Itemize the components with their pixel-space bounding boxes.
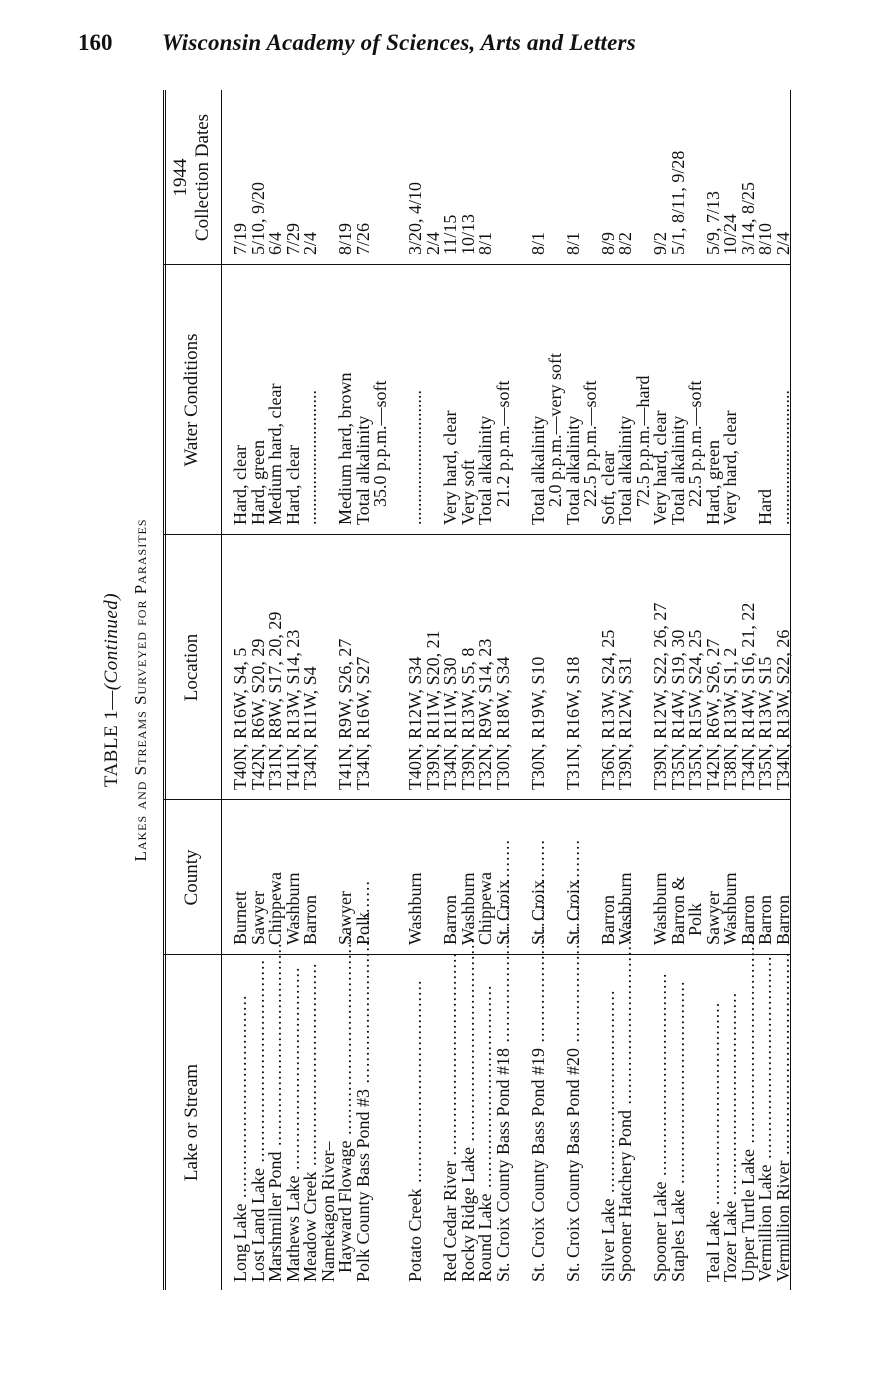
cell-location: T30N, R18W, S34 — [492, 656, 513, 790]
cell-location: T30N, R19W, S10 — [527, 656, 548, 790]
cell-water: 21.2 p.p.m.—soft — [492, 380, 513, 525]
cell-county: Sawyer — [702, 891, 723, 945]
table-caption: TABLE 1—(Continued) — [101, 592, 122, 788]
cell-water: Medium hard, brown — [335, 372, 355, 525]
cell-county: Washburn — [457, 872, 478, 945]
cell-location: T40N, R12W, S34 — [405, 656, 425, 790]
cell-lake: Marshmiller Pond ..... — [268, 962, 283, 1282]
cell-lake: Potato Creek ..... — [408, 962, 423, 1282]
cell-county: Barron — [772, 895, 793, 945]
cell-dates: 11/15 — [440, 214, 460, 255]
cell-water: Very hard, clear — [720, 410, 740, 525]
cell-county: Burnett — [230, 891, 250, 945]
col-divider-3 — [163, 534, 790, 535]
cell-location: T42N, R6W, S26, 27 — [702, 638, 723, 790]
cell-lake: Upper Turtle Lake ..... — [741, 962, 756, 1282]
cell-location: T40N, R16W, S4, 5 — [230, 647, 250, 790]
cell-location: T39N, R12W, S31 — [615, 656, 635, 790]
col-header-year: 1944 — [170, 158, 191, 197]
cell-dates: 7/19 — [230, 222, 250, 255]
col-header-water: Water Conditions — [181, 333, 202, 467]
cell-county: Washburn — [282, 872, 303, 945]
cell-water: Hard, green — [247, 440, 268, 525]
cell-dates: 8/1 — [562, 231, 583, 255]
cell-location: T36N, R13W, S24, 25 — [597, 629, 618, 790]
cell-location: T41N, R9W, S26, 27 — [335, 638, 355, 790]
cell-water: Medium hard, clear — [265, 383, 285, 525]
cell-location: T31N, R8W, S17, 20, 29 — [265, 611, 285, 790]
journal-title: Wisconsin Academy of Sciences, Arts and Letters — [162, 30, 636, 55]
cell-lake: Mathews Lake ..... — [286, 962, 301, 1282]
header-rule — [221, 90, 222, 1290]
cell-county: Sawyer — [247, 891, 268, 945]
cell-water: .............................. — [405, 390, 425, 525]
rotated-table — [93, 90, 793, 1290]
cell-dates: 2/4 — [300, 231, 320, 255]
table-subtitle: Lakes and Streams Surveyed for Parasites — [131, 518, 150, 862]
cell-dates: 8/9 — [597, 231, 618, 255]
cell-location: T35N, R13W, S15 — [755, 656, 775, 790]
col-header-dates: Collection Dates — [192, 113, 213, 242]
cell-county: Barron — [300, 895, 320, 945]
cell-county: Barron & — [667, 876, 688, 945]
cell-dates: 3/20, 4/10 — [405, 181, 425, 255]
cell-water: Total alkalinity — [475, 415, 495, 525]
cell-dates: 8/1 — [475, 231, 495, 255]
top-rule — [163, 90, 166, 1290]
cell-location: T35N, R14W, S19, 30 — [667, 629, 688, 790]
cell-location: T34N, R16W, S27 — [352, 656, 373, 790]
cell-county: Washburn — [650, 872, 670, 945]
cell-location: T42N, R6W, S20, 29 — [247, 638, 268, 790]
cell-county: Polk — [685, 902, 705, 945]
cell-dates: 2/4 — [422, 231, 443, 255]
cell-water: Very hard, clear — [650, 410, 670, 525]
cell-dates: 7/29 — [282, 222, 303, 255]
cell-location: T34N, R11W, S4 — [300, 666, 320, 790]
cell-location: T31N, R16W, S18 — [562, 656, 583, 790]
cell-county: Polk — [352, 911, 373, 945]
cell-lake: Spooner Hatchery Pond ..... — [618, 962, 633, 1282]
cell-county: Barron — [737, 895, 758, 945]
cell-dates: 7/26 — [352, 222, 373, 255]
cell-county: Barron — [440, 895, 460, 945]
cell-location: T39N, R11W, S20, 21 — [422, 630, 443, 790]
cell-water: 72.5 p.p.m.—hard — [632, 375, 653, 525]
cell-dates: 5/9, 7/13 — [702, 190, 723, 255]
cell-dates: 8/19 — [335, 222, 355, 255]
cell-water: Total alkalinity — [615, 415, 635, 525]
cell-water: 2.0 p.p.m.—very soft — [545, 353, 565, 525]
cell-location: T34N, R14W, S16, 21, 22 — [737, 602, 758, 790]
cell-water: 35.0 p.p.m.—soft — [370, 380, 390, 525]
cell-dates: 6/4 — [265, 231, 285, 255]
cell-county: Washburn — [615, 872, 635, 945]
cell-water: Total alkalinity — [527, 415, 548, 525]
col-header-location: Location — [181, 633, 202, 702]
cell-dates: 8/1 — [527, 231, 548, 255]
col-header-lake: Lake or Stream — [181, 1063, 202, 1182]
cell-location: T34N, R13W, S22, 26 — [772, 629, 793, 790]
cell-water: Hard — [755, 489, 775, 525]
cell-dates: 3/14, 8/25 — [737, 181, 758, 255]
cell-lake: St. Croix County Bass Pond #19 ..... — [531, 962, 546, 1282]
cell-dates: 10/13 — [457, 213, 478, 255]
cell-lake: St. Croix County Bass Pond #20 ..... — [566, 962, 581, 1282]
page-header — [78, 30, 778, 70]
cell-water: Very hard, clear — [440, 410, 460, 525]
cell-water: .............................. — [300, 390, 320, 525]
cell-lake: Silver Lake ..... — [601, 962, 616, 1282]
cell-county: Barron — [597, 895, 618, 945]
cell-water: Total alkalinity — [562, 415, 583, 525]
cell-lake: Tozer Lake ..... — [723, 962, 738, 1282]
cell-water: Hard, green — [702, 440, 723, 525]
cell-water: Hard, clear — [230, 445, 250, 525]
cell-lake: Long Lake ..... — [233, 962, 248, 1282]
cell-dates: 5/1, 8/11, 9/28 — [667, 150, 688, 255]
cell-water: Total alkalinity — [667, 415, 688, 525]
cell-location: T38N, R13W, S1, 2 — [720, 647, 740, 790]
cell-water: 22.5 p.p.m.—soft — [685, 380, 705, 525]
cell-lake: Lost Land Lake ..... — [251, 962, 266, 1282]
col-divider-2 — [163, 799, 790, 800]
cell-lake: Hayward Flowage ..... — [338, 962, 353, 1282]
cell-dates: 2/4 — [772, 231, 793, 255]
cell-dates: 10/24 — [720, 213, 740, 255]
cell-water: 22.5 p.p.m.—soft — [580, 380, 600, 525]
cell-county: St. Croix — [492, 879, 513, 945]
cell-dates: 9/2 — [650, 231, 670, 255]
cell-lake: St. Croix County Bass Pond #18 ..... — [496, 962, 511, 1282]
page-number: 160 — [78, 30, 113, 55]
cell-lake: Staples Lake ..... — [671, 962, 686, 1282]
cell-location: T34N, R11W, S30 — [440, 657, 460, 790]
cell-lake: Meadow Creek ..... — [303, 962, 318, 1282]
cell-water: Very soft — [457, 459, 478, 525]
cell-water: Total alkalinity — [352, 415, 373, 525]
cell-lake: Vermillion River ..... — [776, 962, 791, 1282]
cell-county: Chippewa — [475, 872, 495, 945]
cell-lake: Rocky Ridge Lake ..... — [461, 962, 476, 1282]
cell-lake: Polk County Bass Pond #3 ..... — [356, 962, 371, 1282]
cell-location: T35N, R15W, S24, 25 — [685, 629, 705, 790]
cell-location: T39N, R12W, S22, 26, 27 — [650, 602, 670, 790]
cell-water: .............................. — [772, 390, 793, 525]
cell-county: Washburn — [405, 872, 425, 945]
cell-county: Chippewa — [265, 872, 285, 945]
cell-county: Washburn — [720, 872, 740, 945]
cell-location: T32N, R9W, S14, 23 — [475, 638, 495, 790]
cell-lake: Round Lake ..... — [478, 962, 493, 1282]
cell-location: T41N, R13W, S14, 23 — [282, 629, 303, 790]
col-divider-4 — [163, 264, 790, 265]
cell-county: St. Croix — [527, 879, 548, 945]
col-header-county: County — [181, 849, 202, 906]
cell-dates: 5/10, 9/20 — [247, 181, 268, 255]
cell-lake: Teal Lake ..... — [706, 962, 721, 1282]
cell-lake: Red Cedar River ..... — [443, 962, 458, 1282]
cell-water: Soft, clear — [597, 451, 618, 525]
cell-lake: Spooner Lake ..... — [653, 962, 668, 1282]
cell-water: Hard, clear — [282, 445, 303, 525]
cell-location: T39N, R13W, S5, 8 — [457, 647, 478, 790]
cell-county: St. Croix — [562, 879, 583, 945]
cell-dates: 8/2 — [615, 231, 635, 255]
cell-county: Barron — [755, 895, 775, 945]
cell-lake: Vermillion Lake ..... — [758, 962, 773, 1282]
cell-lake: Namekagon River– — [317, 1141, 338, 1282]
cell-county: Sawyer — [335, 891, 355, 945]
cell-dates: 8/10 — [755, 222, 775, 255]
